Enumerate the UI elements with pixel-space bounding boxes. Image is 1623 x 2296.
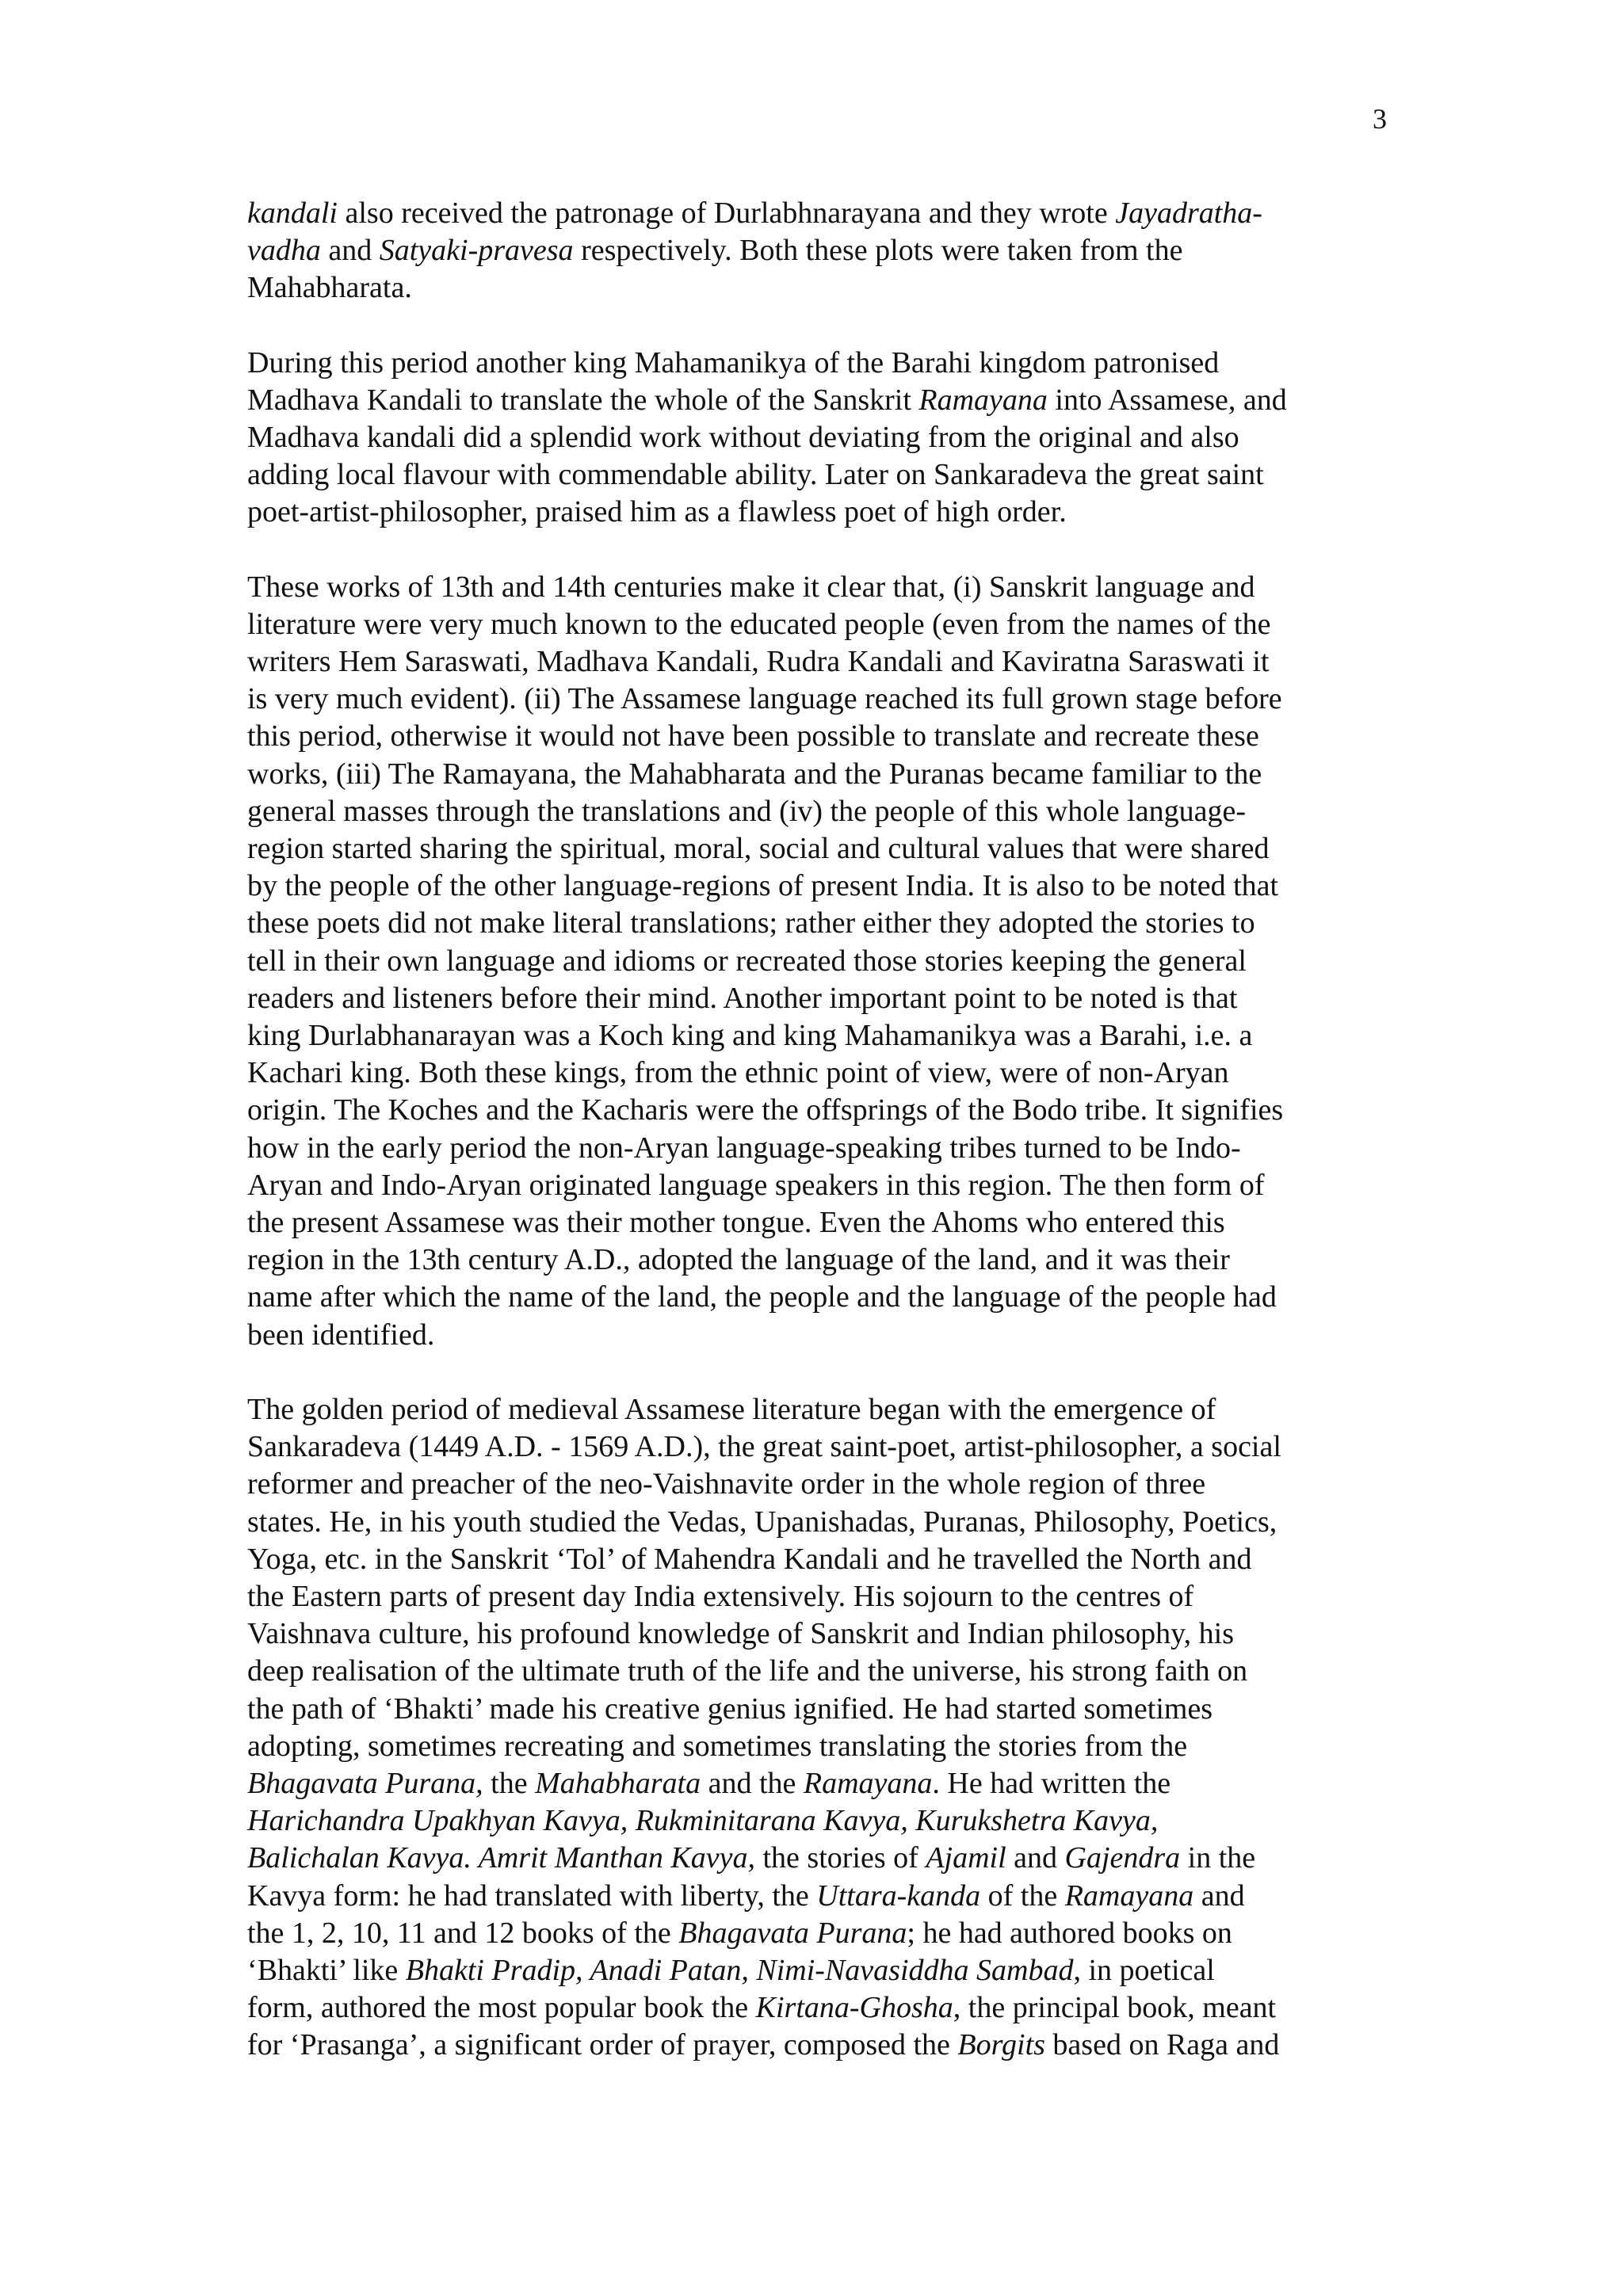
text-run: , in poetical	[1073, 1953, 1215, 1987]
text-line	[247, 1878, 1404, 1915]
text-run: Sankaradeva (1449 A.D. - 1569 A.D.), the great saint-poet, artist-philosopher, a social	[247, 1430, 1281, 1464]
italic-text-run: Bhakti Pradip, Anadi Patan, Nimi-Navasiddha Sambad	[405, 1953, 1074, 1987]
text-run: and	[320, 234, 380, 268]
text-run: During this period another king Mahamanikya of the Barahi kingdom patronised	[247, 345, 1220, 379]
text-line	[247, 345, 1404, 382]
text-run: these poets did not make literal translations; rather either they adopted the stories to	[247, 906, 1255, 940]
text-line	[247, 1504, 1404, 1541]
text-run: states. He, in his youth studied the Vedas, Upanishadas, Puranas, Philosophy, Poetics,	[247, 1505, 1277, 1539]
text-line	[247, 1691, 1404, 1728]
italic-text-run: Balichalan Kavya. Amrit Manthan Kavya,	[247, 1841, 755, 1875]
text-line	[247, 569, 1404, 606]
text-run: the 1, 2, 10, 11 and 12 books of the	[247, 1916, 679, 1950]
text-line	[247, 382, 1404, 419]
paragraph	[247, 1391, 1404, 2065]
text-run: adopting, sometimes recreating and sometimes translating the stories from the	[247, 1729, 1188, 1763]
text-line	[247, 1167, 1404, 1204]
text-run: . He had written the	[932, 1766, 1171, 1800]
text-line	[247, 868, 1404, 905]
text-run: for ‘Prasanga’, a significant order of prayer, composed the	[247, 2028, 958, 2062]
paragraph	[247, 569, 1404, 1354]
text-run: tell in their own language and idioms or recreated those stories keeping the general	[247, 944, 1247, 978]
text-run: how in the early period the non-Aryan language-speaking tribes turned to be Indo-	[247, 1131, 1241, 1165]
text-run: and	[1193, 1878, 1245, 1913]
text-run: Madhava Kandali to translate the whole of the Sanskrit	[247, 383, 919, 417]
text-run: name after which the name of the land, the people and the language of the people had	[247, 1280, 1277, 1314]
text-run: is very much evident). (ii) The Assamese language reached its full grown stage before	[247, 682, 1282, 716]
text-line	[247, 1317, 1404, 1354]
text-line	[247, 1017, 1404, 1055]
text-run: also received the patronage of Durlabhnarayana and they wrote	[337, 196, 1116, 230]
text-run: Kavya form: he had translated with liberty, the	[247, 1878, 817, 1913]
italic-text-run: Uttara-kanda	[816, 1878, 981, 1913]
text-line	[247, 1466, 1404, 1503]
text-run: region started sharing the spiritual, moral, social and cultural values that were shared	[247, 832, 1270, 866]
text-run: this period, otherwise it would not have been possible to translate and recreate these	[247, 719, 1259, 753]
text-run: literature were very much known to the educated people (even from the names of the	[247, 607, 1271, 641]
text-run: ‘Bhakti’ like	[247, 1953, 406, 1987]
text-line	[247, 1615, 1404, 1653]
text-run: the stories of	[755, 1841, 926, 1875]
text-line	[247, 1092, 1404, 1129]
text-run: king Durlabhanarayan was a Koch king and king Mahamanikya was a Barahi, i.e. a	[247, 1019, 1253, 1053]
text-line	[247, 1428, 1404, 1466]
text-run: general masses through the translations and (iv) the people of this whole language-	[247, 794, 1246, 828]
italic-text-run: Ramayana	[1064, 1878, 1194, 1913]
text-line	[247, 1802, 1404, 1840]
text-run: Madhava kandali did a splendid work without deviating from the original and also	[247, 421, 1239, 455]
italic-text-run: Ajamil	[926, 1841, 1006, 1875]
italic-text-run: Gajendra	[1064, 1841, 1181, 1875]
italic-text-run: Borgits	[957, 2028, 1045, 2062]
text-line	[247, 756, 1404, 793]
italic-text-run: kandali	[247, 196, 338, 230]
text-line	[247, 943, 1404, 980]
text-run: been identified.	[247, 1318, 435, 1352]
text-line	[247, 1130, 1404, 1167]
text-line	[247, 1055, 1404, 1092]
text-run: by the people of the other language-regions of present India. It is also to be noted that	[247, 869, 1279, 903]
text-line	[247, 456, 1404, 494]
text-run: reformer and preacher of the neo-Vaishnavite order in the whole region of three	[247, 1467, 1206, 1501]
text-run: , the principal book, meant	[953, 1991, 1277, 2025]
page-number: 3	[1373, 103, 1387, 135]
text-line	[247, 1989, 1404, 2027]
text-run: deep realisation of the ultimate truth of the life and the universe, his strong faith on	[247, 1654, 1248, 1688]
text-line	[247, 494, 1404, 531]
italic-text-run: Satyaki-pravesa	[379, 234, 574, 268]
text-line	[247, 1952, 1404, 1989]
text-line	[247, 1241, 1404, 1279]
text-line	[247, 1653, 1404, 1690]
text-line	[247, 793, 1404, 830]
text-run: adding local flavour with commendable ability. Later on Sankaradeva the great saint	[247, 458, 1264, 492]
text-run: of the	[980, 1878, 1065, 1913]
text-run: Mahabharata.	[247, 271, 412, 305]
text-run: the	[483, 1766, 536, 1800]
text-line	[247, 830, 1404, 868]
text-run: writers Hem Saraswati, Madhava Kandali, Rudra Kandali and Kaviratna Saraswati it	[247, 645, 1270, 679]
text-line	[247, 1204, 1404, 1241]
text-run: in the	[1180, 1841, 1256, 1875]
text-run: the present Assamese was their mother tongue. Even the Ahoms who entered this	[247, 1206, 1225, 1240]
paragraph	[247, 345, 1404, 532]
text-line	[247, 606, 1404, 643]
text-run: Vaishnava culture, his profound knowledge of Sanskrit and Indian philosophy, his	[247, 1617, 1235, 1651]
italic-text-run: Ramayana	[803, 1766, 933, 1800]
italic-text-run: Bhagavata Purana	[678, 1916, 907, 1950]
italic-text-run: Kirtana-Ghosha	[755, 1991, 953, 2025]
text-run: The golden period of medieval Assamese literature began with the emergence of	[247, 1392, 1216, 1426]
text-run: and the	[701, 1766, 804, 1800]
text-run: region in the 13th century A.D., adopted the language of the land, and it was their	[247, 1243, 1230, 1277]
text-line	[247, 1765, 1404, 1802]
text-line	[247, 643, 1404, 681]
text-run: poet-artist-philosopher, praised him as a flawless poet of high order.	[247, 495, 1067, 529]
text-run: and	[1006, 1841, 1065, 1875]
text-line	[247, 980, 1404, 1017]
text-line	[247, 1279, 1404, 1316]
text-line	[247, 1840, 1404, 1877]
text-line	[247, 419, 1404, 456]
text-run: into Assamese, and	[1047, 383, 1287, 417]
text-run: works, (iii) The Ramayana, the Mahabharata and the Puranas became familiar to the	[247, 757, 1262, 791]
text-line	[247, 1728, 1404, 1765]
text-line	[247, 1578, 1404, 1615]
text-run: respectively. Both these plots were taken from the	[573, 234, 1183, 268]
text-run: Yoga, etc. in the Sanskrit ‘Tol’ of Mahendra Kandali and he travelled the North and	[247, 1542, 1252, 1576]
text-line	[247, 1915, 1404, 1952]
italic-text-run: Ramayana	[918, 383, 1048, 417]
text-run: the path of ‘Bhakti’ made his creative genius ignified. He had started sometimes	[247, 1691, 1213, 1726]
text-line	[247, 1391, 1404, 1428]
italic-text-run: Mahabharata	[535, 1766, 701, 1800]
text-run: origin. The Koches and the Kacharis were the offsprings of the Bodo tribe. It signifies	[247, 1093, 1284, 1127]
paragraph	[247, 195, 1404, 307]
text-line	[247, 269, 1404, 307]
text-run: Kachari king. Both these kings, from the ethnic point of view, were of non-Aryan	[247, 1056, 1229, 1090]
text-run: Aryan and Indo-Aryan originated language speakers in this region. The then form of	[247, 1168, 1265, 1202]
text-run: form, authored the most popular book the	[247, 1991, 756, 2025]
text-line	[247, 2027, 1404, 2064]
text-line	[247, 905, 1404, 942]
text-run: readers and listeners before their mind. Another important point to be noted is that	[247, 981, 1238, 1015]
text-line	[247, 232, 1404, 269]
text-run: ; he had authored books on	[907, 1916, 1232, 1950]
text-run: These works of 13th and 14th centuries make it clear that, (i) Sanskrit language and	[247, 570, 1255, 604]
italic-text-run: Bhagavata Purana,	[247, 1766, 483, 1800]
text-run: based on Raga and	[1044, 2028, 1280, 2062]
text-run: the Eastern parts of present day India extensively. His sojourn to the centres of	[247, 1579, 1194, 1613]
document-body	[247, 195, 1404, 2102]
italic-text-run: Jayadratha-	[1115, 196, 1262, 230]
text-line	[247, 1541, 1404, 1578]
italic-text-run: vadha	[247, 234, 321, 268]
italic-text-run: Harichandra Upakhyan Kavya, Rukminitarana Kavya, Kurukshetra Kavya,	[247, 1804, 1159, 1838]
text-line	[247, 195, 1404, 232]
text-line	[247, 718, 1404, 755]
text-line	[247, 681, 1404, 718]
